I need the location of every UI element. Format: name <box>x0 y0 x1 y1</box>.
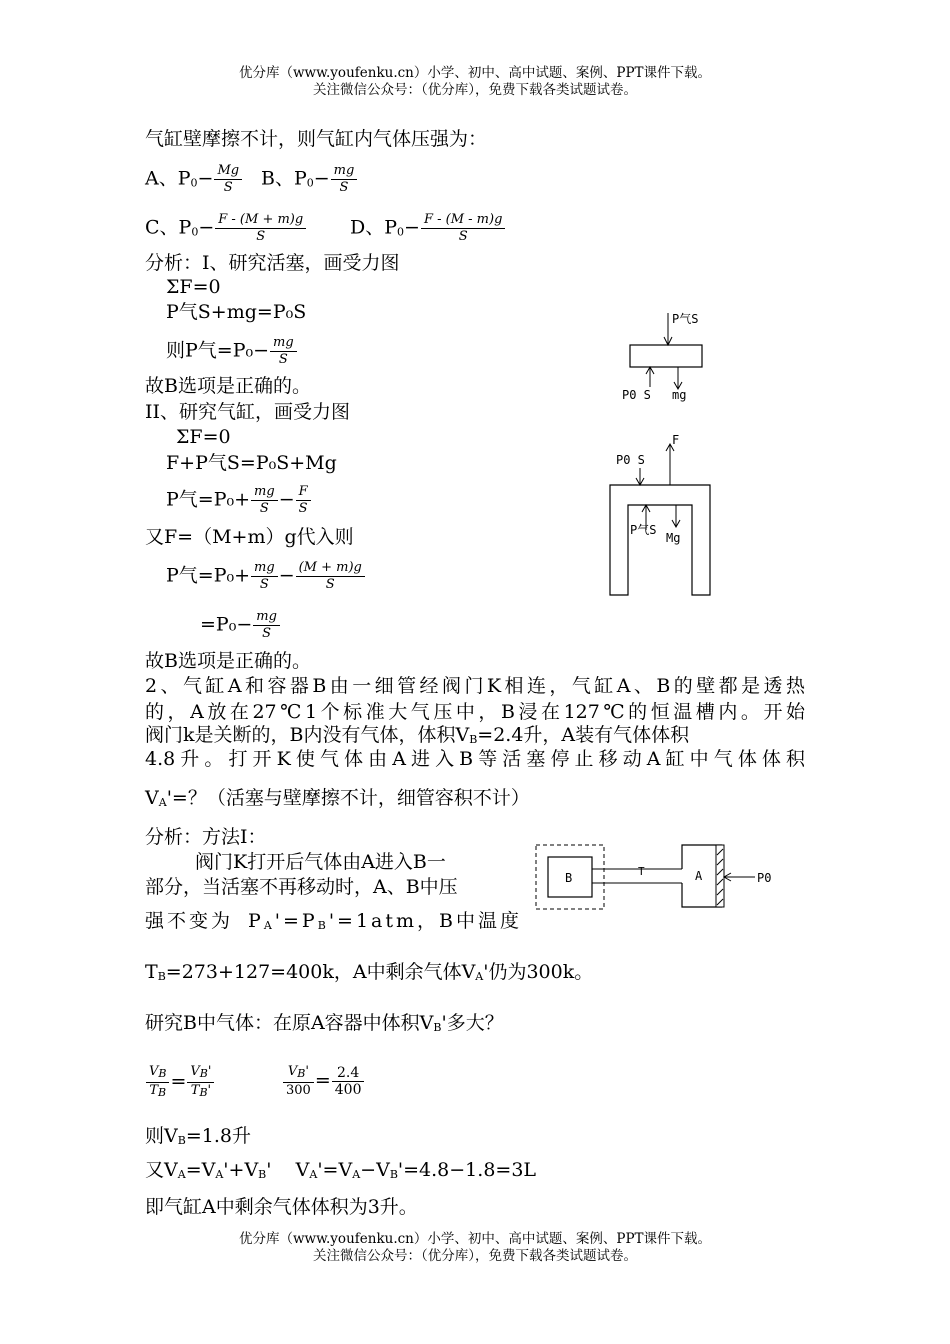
q1-conclusion-2: 故B选项是正确的。 <box>145 650 311 672</box>
numeric-right <box>332 1065 365 1098</box>
eq-prefix: =P₀− <box>200 613 253 636</box>
opt-c-fraction <box>215 212 306 245</box>
numerator: mg <box>251 484 278 501</box>
opt-d-label: D、P <box>350 216 398 239</box>
eq-prefix: P气=P₀+ <box>166 488 251 511</box>
text: −V <box>360 1159 390 1181</box>
eq5-fraction-1 <box>251 560 278 593</box>
label-a: A <box>695 869 703 883</box>
numerator <box>146 1064 169 1083</box>
q1-conclusion-1: 故B选项是正确的。 <box>145 375 311 397</box>
numerator: (M + m)g <box>296 560 365 577</box>
sub: 0 <box>306 176 314 190</box>
numerator: mg <box>251 560 278 577</box>
text: 又V <box>145 1159 178 1181</box>
label-t: T <box>638 865 645 878</box>
label-p-gas-s: P气S <box>630 523 657 537</box>
piston-rect <box>630 345 702 367</box>
sub: A <box>352 1168 361 1181</box>
denominator: S <box>278 352 288 367</box>
sub: B <box>297 1067 306 1080</box>
label-f: F <box>672 433 680 447</box>
numerator: mg <box>331 163 358 180</box>
text: 阀门k是关断的，B内没有气体，体积V <box>145 724 470 746</box>
eq4-fraction-2 <box>296 484 311 517</box>
q2-result-1 <box>145 1124 251 1153</box>
q2-para-line1: 2、气缸A和容器B由一细管经阀门K相连，气缸A、B的壁都是透热 <box>145 675 805 697</box>
t: T <box>149 1083 159 1098</box>
opt-c-label: C、P <box>145 216 192 239</box>
text: '=1atm，B中温度 <box>328 910 522 932</box>
q1-eq-5: P气=P₀+ $\frac{mg}{S}$ − $\frac{(M + m)g}{S}$ <box>166 560 366 593</box>
numerator: F - (M + m)g <box>215 212 306 229</box>
text: ' V <box>266 1159 310 1181</box>
q1-stem: 气缸壁摩擦不计，则气缸内气体压强为： <box>145 128 488 150</box>
q1-option-d: D、$P_0-$ $\frac{F - (M - m)g}{S}$ <box>350 212 506 245</box>
sub: B <box>199 1067 208 1080</box>
q2-final-answer: 即气缸A中剩余气体体积为3升。 <box>145 1196 418 1218</box>
q1-sumf-2: ΣF=0 <box>176 426 231 448</box>
numerator: 2.4 <box>332 1065 365 1082</box>
label-p0: P0 <box>757 871 772 885</box>
text: '=V <box>317 1159 353 1181</box>
label-p-gas-s: P气S <box>672 312 699 326</box>
denominator: S <box>256 229 266 244</box>
q1-analysis-2: II、研究气缸，画受力图 <box>145 401 351 423</box>
text: '多大？ <box>441 1012 504 1034</box>
eq-prefix: P气=P₀+ <box>166 564 251 587</box>
sub: 0 <box>191 225 199 239</box>
q2-para-line4: 4.8升。打开K使气体由A进入B等活塞停止移动A缸中气体体积 <box>145 748 805 770</box>
opt-b-fraction <box>331 163 358 196</box>
denominator: S <box>298 501 308 516</box>
eq-prefix: 则P气=P₀− <box>166 339 270 362</box>
numerator: Mg <box>214 163 242 180</box>
opt-a-fraction <box>214 163 242 196</box>
page-header-line1: 优分库（www.youfenku.cn）小学、初中、高中试题、案例、PPT课件下载。 <box>238 65 712 81</box>
sub: B <box>258 1168 267 1181</box>
label-mg: Mg <box>666 531 681 545</box>
sub: B <box>158 1067 167 1080</box>
q2-ratio-equation: $\frac{V_B}{T_B}$ = $\frac{V_B'}{T_B'}$ <box>145 1064 215 1101</box>
sub: 0 <box>397 225 405 239</box>
denominator: S <box>458 229 468 244</box>
denominator: $T_B'$ <box>190 1083 212 1099</box>
q1-eq-6 <box>200 609 281 642</box>
ratio-left <box>146 1064 169 1101</box>
text: '+V <box>223 1159 259 1181</box>
text: 研究B中气体：在原A容器中体积V <box>145 1012 434 1034</box>
q1-analysis-1: 分析：I、研究活塞，画受力图 <box>145 252 400 274</box>
piston-force-diagram <box>600 305 730 415</box>
q2-analysis-heading: 分析：方法I： <box>145 826 267 848</box>
numerator: mg <box>253 609 280 626</box>
t: T <box>190 1083 200 1098</box>
denominator: 300 <box>286 1083 311 1098</box>
q1-substitute: 又F=（M+m）g代入则 <box>145 526 354 548</box>
q1-eq-1: P气S+mg=P₀S <box>166 301 307 323</box>
text: 则V <box>145 1125 178 1147</box>
denominator: S <box>223 180 233 195</box>
cylinder-force-diagram <box>600 430 730 605</box>
q2-result-2 <box>145 1158 536 1187</box>
numerator: F <box>296 484 311 501</box>
q2-numeric-ratio: $\frac{V_B'}{300}$ = $\frac{2.4}{400}$ <box>282 1064 365 1099</box>
sub: A <box>309 1168 318 1181</box>
text: T <box>145 961 158 983</box>
cylinder-outline <box>610 485 710 595</box>
sub: B <box>317 919 329 932</box>
v: V <box>149 1064 159 1079</box>
sub: A <box>263 919 275 932</box>
q2-method-line2: 部分，当活塞不再移动时，A、B中压 <box>145 876 458 898</box>
denominator: S <box>339 180 349 195</box>
sub: B <box>177 1134 186 1147</box>
sub: B <box>199 1086 208 1099</box>
sub: B <box>469 733 478 746</box>
numeric-left <box>283 1064 314 1099</box>
denominator: S <box>259 577 269 592</box>
q2-method-line1: 阀门K打开后气体由A进入B一 <box>195 851 446 873</box>
q1-option-a: A、$P_0-$ $\frac{Mg}{S}$ <box>145 163 243 196</box>
sub: B <box>158 1086 167 1099</box>
numerator: F - (M - m)g <box>421 212 505 229</box>
eq5-fraction-2 <box>296 560 365 593</box>
text: '=P <box>274 910 318 932</box>
denominator: S <box>262 626 272 641</box>
q1-eq-4: P气=P₀+ $\frac{mg}{S}$ − $\frac{F}{S}$ <box>166 484 312 517</box>
opt-a-label: A、P <box>145 167 191 190</box>
label-b: B <box>565 871 573 885</box>
q1-option-b: B、$P_0-$ $\frac{mg}{S}$ <box>261 163 358 196</box>
q2-temperature-line <box>145 960 593 989</box>
opt-d-fraction <box>421 212 505 245</box>
denominator: S <box>259 501 269 516</box>
q2-para-line5 <box>145 786 530 815</box>
page-footer-line2: 关注微信公众号：（优分库），免费下载各类试题试卷。 <box>313 1248 637 1264</box>
denominator <box>146 1083 169 1101</box>
page-footer-line1: 优分库（www.youfenku.cn）小学、初中、高中试题、案例、PPT课件下载。 <box>238 1231 712 1247</box>
sub: B <box>389 1168 398 1181</box>
label-p0s: P0 S <box>622 388 651 402</box>
sub: A <box>158 796 167 809</box>
sub: 0 <box>190 176 198 190</box>
eq2-fraction <box>270 335 297 368</box>
denominator: S <box>325 577 335 592</box>
q2-method-line3 <box>145 909 522 938</box>
sub: A <box>475 970 484 983</box>
text: =1.8升 <box>185 1125 251 1147</box>
numerator: $V_B'$ <box>187 1064 214 1083</box>
q1-eq-3: F+P气S=P₀S+Mg <box>166 452 337 474</box>
eq6-fraction <box>253 609 280 642</box>
text: =273+127=400k，A中剩余气体V <box>165 961 476 983</box>
q2-study-line <box>145 1011 504 1040</box>
text: =2.4升，A装有气体体积 <box>477 724 690 746</box>
sub: A <box>177 1168 186 1181</box>
label-mg: mg <box>672 388 687 402</box>
q1-option-c: C、$P_0-$ $\frac{F - (M + m)g}{S}$ <box>145 212 307 245</box>
text: '=？（活塞与壁摩擦不计，细管容积不计） <box>166 787 530 809</box>
eq4-fraction-1 <box>251 484 278 517</box>
page-header-line2: 关注微信公众号：（优分库），免费下载各类试题试卷。 <box>313 82 637 98</box>
ratio-right <box>187 1064 214 1101</box>
q1-eq-2 <box>166 335 298 368</box>
label-p0s: P0 S <box>616 453 645 467</box>
text: =V <box>185 1159 216 1181</box>
text: V <box>145 787 159 809</box>
numerator: $V_B'$ <box>283 1064 314 1083</box>
text: '仍为300k。 <box>483 961 594 983</box>
denominator: 400 <box>334 1082 362 1098</box>
cylinder-container-diagram <box>530 835 780 915</box>
sub: A <box>215 1168 224 1181</box>
v: V <box>190 1064 200 1079</box>
text: 强不变为 P <box>145 910 264 932</box>
sub: B <box>157 970 166 983</box>
q2-para-line2: 的，A放在27℃1个标准大气压中，B浸在127℃的恒温槽内。开始 <box>145 701 805 723</box>
q1-sumf-1: ΣF=0 <box>166 276 221 298</box>
numerator: mg <box>270 335 297 352</box>
text: '=4.8−1.8=3L <box>397 1159 537 1181</box>
sub: B <box>433 1021 442 1034</box>
opt-b-label: B、P <box>261 167 307 190</box>
v: V <box>287 1064 298 1079</box>
